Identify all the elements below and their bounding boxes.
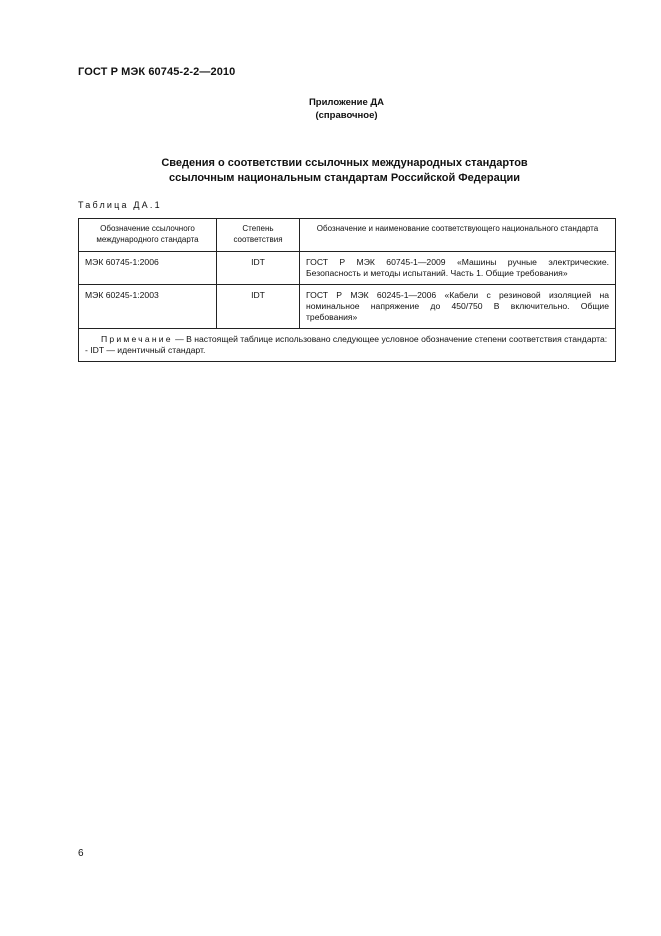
section-title-line1: Сведения о соответствии ссылочных международных стандартов [161, 157, 528, 169]
note-body: В настоящей таблице использовано следующее условное обозначение степени соответствия стандарта: [186, 334, 608, 344]
header-degree: Степень соответствия [217, 219, 300, 252]
table-row [79, 252, 616, 285]
table-note-row [79, 329, 616, 362]
table-header-row [79, 219, 616, 252]
note-text [85, 334, 609, 345]
cell-degree: IDT [217, 252, 300, 285]
document-code: ГОСТ Р МЭК 60745-2-2—2010 [78, 66, 236, 78]
cell-degree: IDT [217, 285, 300, 329]
note-label: Примечание [101, 334, 173, 344]
section-title [0, 156, 661, 186]
table-note [79, 329, 616, 362]
section-title-line2: ссылочным национальным стандартам Российской Федерации [168, 172, 521, 184]
note-dash: — [172, 334, 187, 344]
cell-designation: МЭК 60245-1:2003 [79, 285, 217, 329]
page-number: 6 [78, 848, 84, 859]
appendix-heading [0, 96, 661, 122]
cell-national-standard: ГОСТ Р МЭК 60745-1—2009 «Машины ручные электрические. Безопасность и методы испытаний. Часть 1. Общие требования» [300, 252, 616, 285]
correspondence-table [78, 218, 616, 362]
cell-designation: МЭК 60745-1:2006 [79, 252, 217, 285]
header-national-standard: Обозначение и наименование соответствующего национального стандарта [300, 219, 616, 252]
appendix-title: Приложение ДА [308, 97, 385, 108]
cell-national-standard: ГОСТ Р МЭК 60245-1—2006 «Кабели с резиновой изоляцией на номинальное напряжение до 450/750 В включительно. Общие требования» [300, 285, 616, 329]
header-designation: Обозначение ссылочного международного стандарта [79, 219, 217, 252]
table-caption: Таблица ДА.1 [78, 200, 162, 210]
note-item: - IDT — идентичный стандарт. [85, 345, 206, 355]
appendix-subtitle: (справочное) [315, 110, 378, 121]
table-row [79, 285, 616, 329]
